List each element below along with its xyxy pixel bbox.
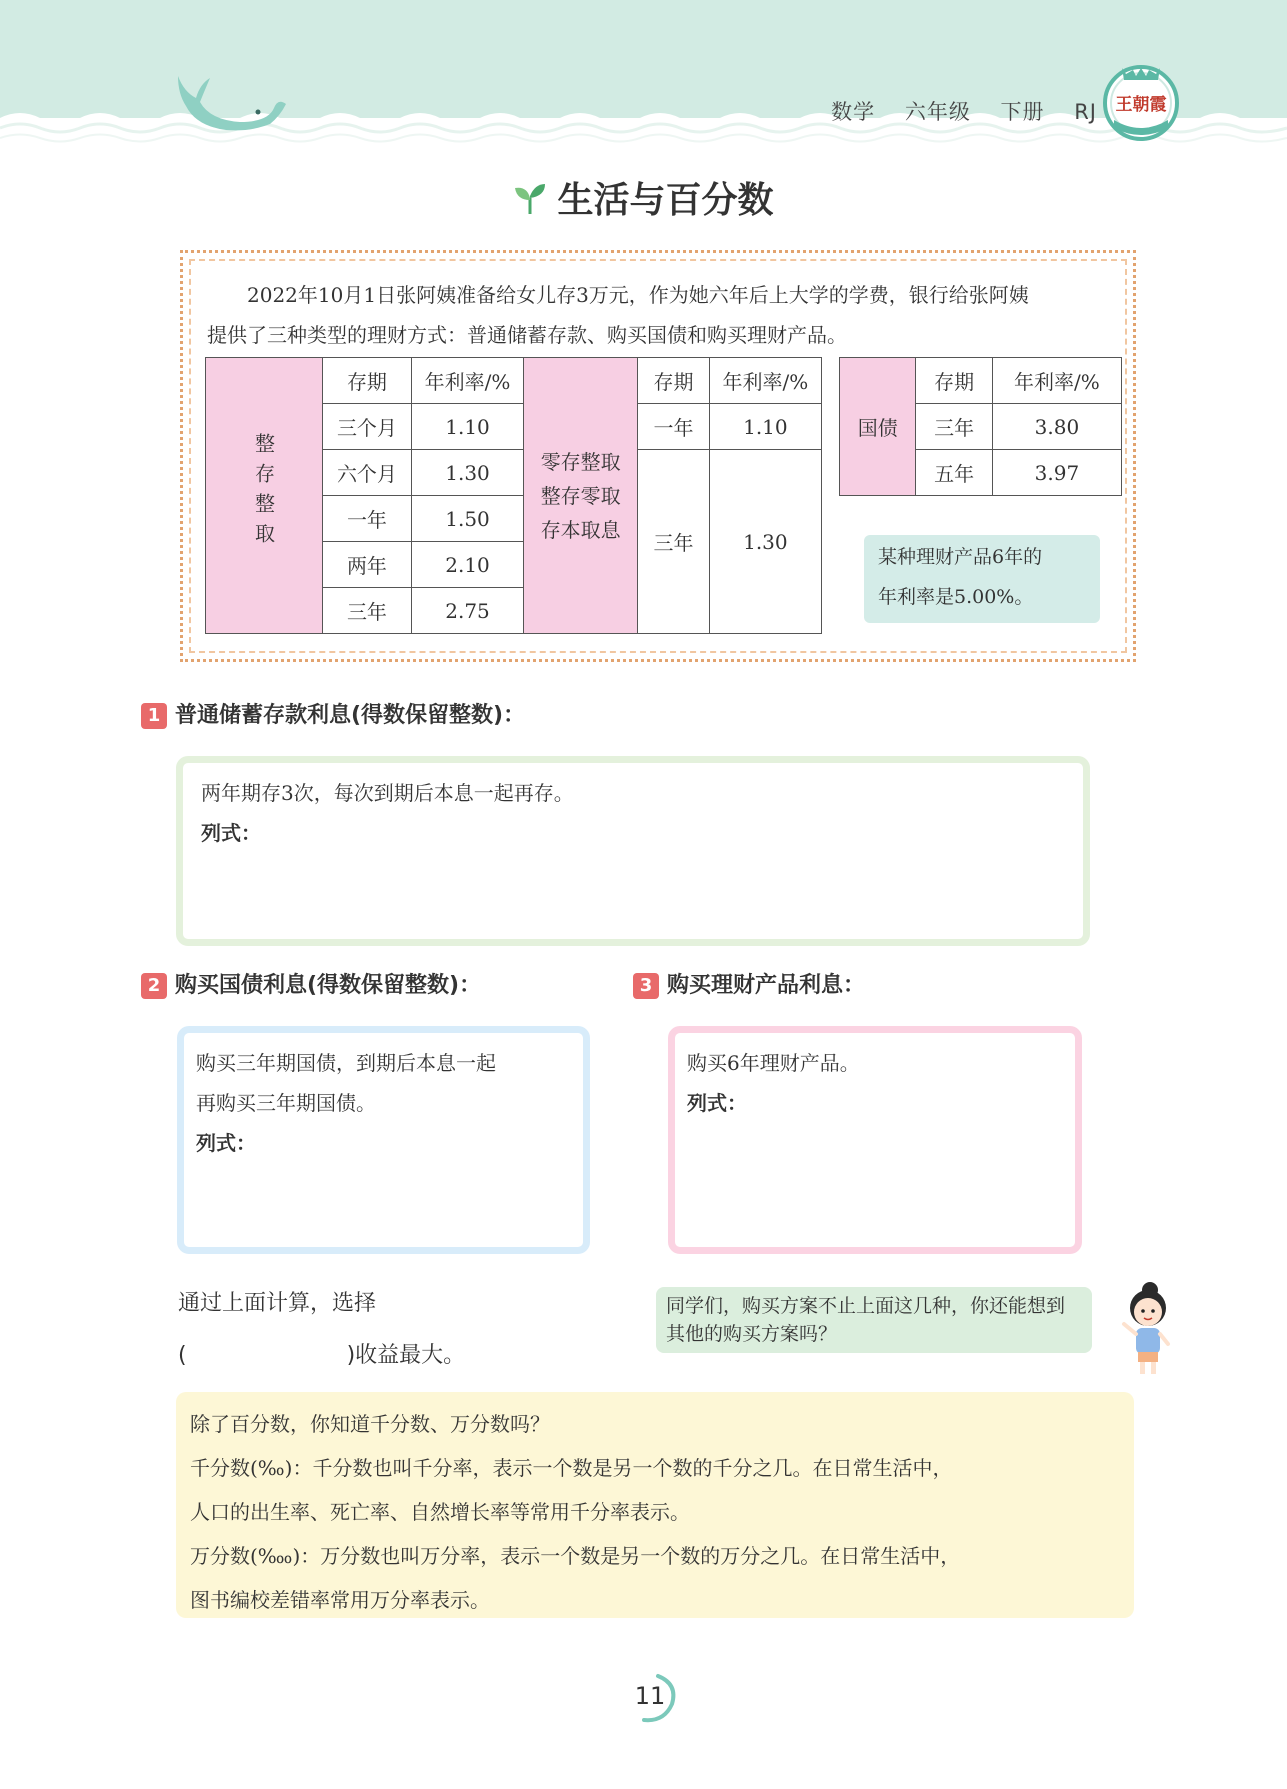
header-meta [809,96,1097,126]
intro-line-1: 2022年10月1日张阿姨准备给女儿存3万元，作为她六年后上大学的学费，银行给张阿姨 [247,283,1029,307]
header-rate-2: 年利率/% [709,358,821,404]
bond-rate-cell: 3.97 [992,450,1121,496]
speech-bubble: 同学们，购买方案不止上面这几种，你还能想到其他的购买方案吗？ [656,1287,1092,1353]
q2-title [141,968,481,999]
q2-formula-label: 列式： [196,1131,256,1155]
q3-text: 购买6年理财产品。 [687,1051,860,1075]
term-cell: 一年 [638,404,709,450]
group1-label: 整存整取 [251,433,276,553]
group1-label-cell [206,358,323,634]
product-note-line-1: 某种理财产品6年的 [878,546,1043,568]
header-rate: 年利率/% [411,358,523,404]
bond-rate-table [839,357,1122,496]
svg-text:王朝霞: 王朝霞 [1115,95,1167,115]
volume-label: 下册 [1000,100,1045,124]
group2-label-cell [524,358,638,634]
group2-label-1: 零存整取 [540,449,621,474]
rate-cell: 2.10 [411,542,523,588]
info-box [180,250,1136,662]
q1-title [141,698,525,729]
q2-number: 2 [141,973,167,999]
rate-cell: 1.50 [411,496,523,542]
extra-line-5: 图书编校差错率常用万分率表示。 [190,1588,490,1612]
q3-formula-label: 列式： [687,1091,747,1115]
extra-knowledge-box [176,1392,1134,1618]
extra-line-4: 万分数(‱)：万分数也叫万分率，表示一个数是另一个数的万分之几。在日常生活中， [190,1544,961,1568]
term-cell: 三年 [323,588,412,634]
rate-cell: 1.10 [709,404,821,450]
choose-line-1: 通过上面计算，选择 [178,1291,377,1316]
bond-term-cell: 三年 [916,404,992,450]
choose-line-2 [178,1330,465,1382]
product-note-line-2: 年利率是5.00%。 [878,586,1034,608]
term-cell: 两年 [323,542,412,588]
grade-label: 六年级 [904,100,971,124]
q1-formula-label: 列式： [201,821,261,845]
q2-line-2: 再购买三年期国债。 [196,1091,376,1115]
q1-text: 两年期存3次，每次到期后本息一起再存。 [201,781,574,805]
extra-line-3: 人口的出生率、死亡率、自然增长率等常用千分率表示。 [190,1500,690,1524]
group2-label-2: 整存零取 [540,483,621,508]
intro-text [207,275,1117,355]
q1-answer-box[interactable] [176,756,1090,946]
brand-logo [1100,60,1182,142]
rate-cell: 1.30 [411,450,523,496]
edition-label: RJ [1074,100,1097,124]
rate-cell: 2.75 [411,588,523,634]
choose-open-paren: ( [178,1343,187,1368]
page-number: 11 [634,1682,666,1710]
q3-number: 3 [633,973,659,999]
intro-line-2: 提供了三种类型的理财方式：普通储蓄存款、购买国债和购买理财产品。 [207,323,847,347]
deposit-rate-table [205,357,822,634]
q2-title-text: 购买国债利息(得数保留整数)： [175,973,482,998]
q1-title-text: 普通储蓄存款利息(得数保留整数)： [175,703,526,728]
choose-close: )收益最大。 [346,1343,466,1368]
girl-character-icon [1112,1278,1182,1378]
page-title [0,172,1287,223]
subject-label: 数学 [831,100,876,124]
rate-cell: 1.30 [709,450,821,634]
extra-line-1: 除了百分数，你知道千分数、万分数吗？ [190,1412,550,1436]
q2-answer-box[interactable] [177,1026,590,1254]
header-term-2: 存期 [638,358,709,404]
bond-rate-cell: 3.80 [992,404,1121,450]
term-cell: 一年 [323,496,412,542]
q3-answer-box[interactable] [668,1026,1082,1254]
header-term: 存期 [323,358,412,404]
bond-header-rate: 年利率/% [992,358,1121,404]
group2-label-3: 存本取息 [540,517,621,542]
q3-title [633,968,865,999]
rate-cell: 1.10 [411,404,523,450]
product-note [864,535,1100,623]
choose-section [178,1278,465,1382]
bond-term-cell: 五年 [916,450,992,496]
term-cell: 三个月 [323,404,412,450]
bond-header-term: 存期 [916,358,992,404]
q2-line-1: 购买三年期国债，到期后本息一起 [196,1051,496,1075]
extra-line-2: 千分数(‰)：千分数也叫千分率，表示一个数是另一个数的千分之几。在日常生活中， [190,1456,953,1480]
page-number-badge [618,1670,682,1726]
title-text: 生活与百分数 [557,180,774,221]
whale-icon [170,72,290,134]
q3-title-text: 购买理财产品利息： [667,973,866,998]
term-cell: 六个月 [323,450,412,496]
term-cell: 三年 [638,450,709,634]
sprout-icon [513,182,547,216]
q1-number: 1 [141,703,167,729]
bond-label: 国债 [840,358,916,496]
